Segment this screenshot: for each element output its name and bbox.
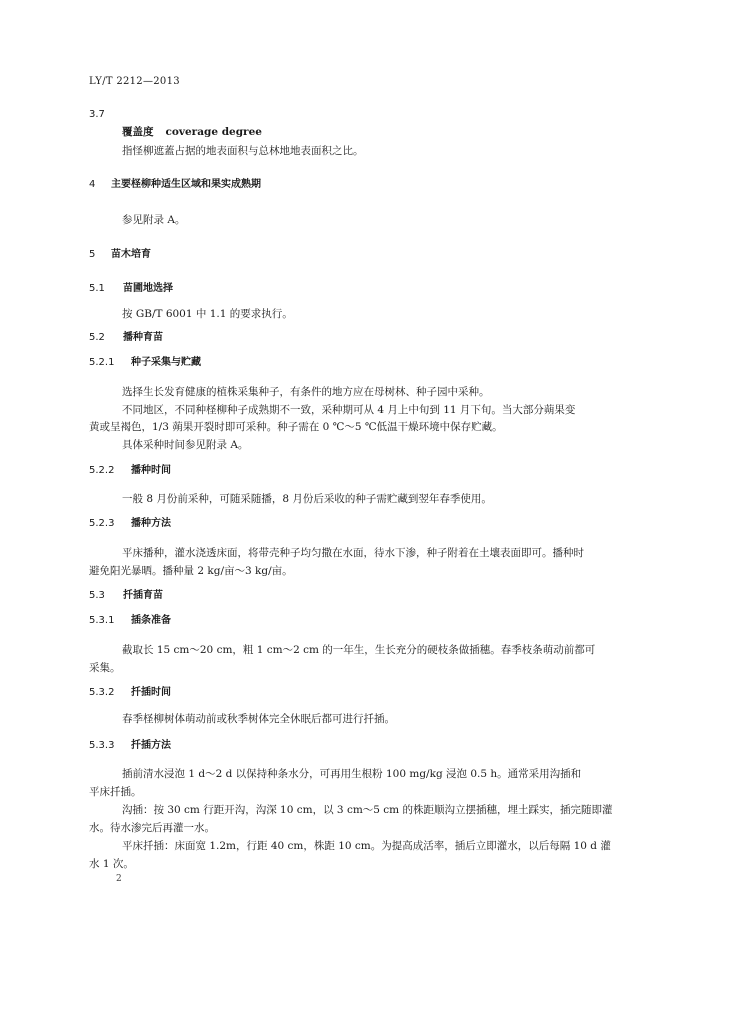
- section-heading: [89, 180, 261, 190]
- paragraph-line: 避免阳光暴晒。播种量 2 kg/亩～3 kg/亩。: [89, 565, 293, 577]
- paragraph: 春季柽柳树体萌动前或秋季树体完全休眠后都可进行扦插。: [122, 713, 395, 725]
- section-number: 5.3.3: [89, 740, 115, 751]
- section-heading: [89, 250, 151, 260]
- section-number: 5.2.3: [89, 518, 115, 529]
- section-number: 5.2: [89, 332, 105, 343]
- section-heading: [89, 358, 201, 368]
- section-title: 扦插时间: [131, 687, 171, 698]
- section-number: 5.2.1: [89, 357, 115, 368]
- section-heading: [89, 333, 163, 343]
- section-number: 5: [89, 249, 96, 260]
- paragraph-line: 插前清水浸泡 1 d～2 d 以保持种条水分，可再用生根粉 100 mg/kg 浸泡 0.5 h。通常采用沟插和: [122, 768, 582, 780]
- section-number: 5.3: [89, 590, 105, 601]
- section-number: 5.3.1: [89, 615, 115, 626]
- paragraph-line: 黄或呈褐色，1/3 蒴果开裂时即可采种。种子需在 0 ℃～5 ℃低温干燥环境中保存贮藏。: [89, 421, 503, 433]
- paragraph: 一般 8 月份前采种，可随采随播，8 月份后采收的种子需贮藏到翌年春季使用。: [122, 493, 492, 505]
- term-heading: [122, 127, 262, 138]
- paragraph-line: 水 1 次。: [89, 858, 134, 870]
- section-number: 5.2.2: [89, 465, 115, 476]
- paragraph-line: 沟插：按 30 cm 行距开沟，沟深 10 cm，以 3 cm～5 cm 的株距顺沟立摆插穗，埋土踩实，插完随即灌: [122, 804, 613, 816]
- section-heading: [89, 741, 171, 751]
- section-title: 种子采集与贮藏: [131, 357, 201, 368]
- section-title: 播种方法: [131, 518, 171, 529]
- section-number: 5.3.2: [89, 687, 115, 698]
- paragraph-line: 具体采种时间参见附录 A。: [122, 439, 249, 451]
- section-title: 播种育苗: [123, 332, 163, 343]
- section-heading: [89, 591, 163, 601]
- clause-number: 3.7: [89, 109, 105, 120]
- term-definition: 指怪柳遮蓋占据的地表面积与总林地地表面积之比。: [122, 145, 364, 157]
- paragraph-line: 截取长 15 cm～20 cm，粗 1 cm～2 cm 的一年生，生长充分的硬枝条做插穗。春季枝条萌动前都可: [122, 644, 596, 656]
- paragraph-line: 平床播种，灌水浇透床面，将带壳种子均匀撒在水面，待水下渗，种子附着在土壤表面即可。播种时: [122, 547, 584, 559]
- section-title: 苗圃地选择: [123, 283, 173, 294]
- section-number: 4: [89, 179, 96, 190]
- section-title: 主要柽柳种适生区域和果实成熟期: [111, 179, 261, 190]
- section-title: 扦插育苗: [123, 590, 163, 601]
- section-number: 5.1: [89, 283, 105, 294]
- section-heading: [89, 284, 173, 294]
- paragraph: 按 GB/T 6001 中 1.1 的要求执行。: [122, 308, 293, 320]
- section-title: 苗木培育: [111, 249, 151, 260]
- term-en: coverage degree: [165, 126, 262, 138]
- paragraph: 参见附录 A。: [122, 214, 186, 226]
- paragraph-line: 平床扦插：床面宽 1.2m，行距 40 cm，株距 10 cm。为提高成活率，插后立即灌水，以后每隔 10 d 灌: [122, 840, 611, 852]
- section-title: 播种时间: [131, 465, 171, 476]
- paragraph-line: 不同地区，不同种柽柳种子成熟期不一致，采种期可从 4 月上中旬到 11 月下旬。当大部分蒴果变: [122, 404, 576, 416]
- section-heading: [89, 688, 171, 698]
- term-zh: 覆盖度: [122, 126, 154, 138]
- section-heading: [89, 519, 171, 529]
- section-title: 插条准备: [131, 615, 171, 626]
- paragraph-line: 选择生长发育健康的植株采集种子，有条件的地方应在母树林、种子园中采种。: [122, 386, 490, 398]
- page-number: 2: [116, 874, 122, 884]
- section-heading: [89, 466, 171, 476]
- section-heading: [89, 616, 171, 626]
- paragraph-line: 平床扦插。: [89, 786, 142, 798]
- paragraph-line: 水。待水渗完后再灌一水。: [89, 822, 215, 834]
- section-title: 扦插方法: [131, 740, 171, 751]
- standard-code: LY/T 2212—2013: [89, 76, 180, 87]
- paragraph-line: 采集。: [89, 662, 121, 674]
